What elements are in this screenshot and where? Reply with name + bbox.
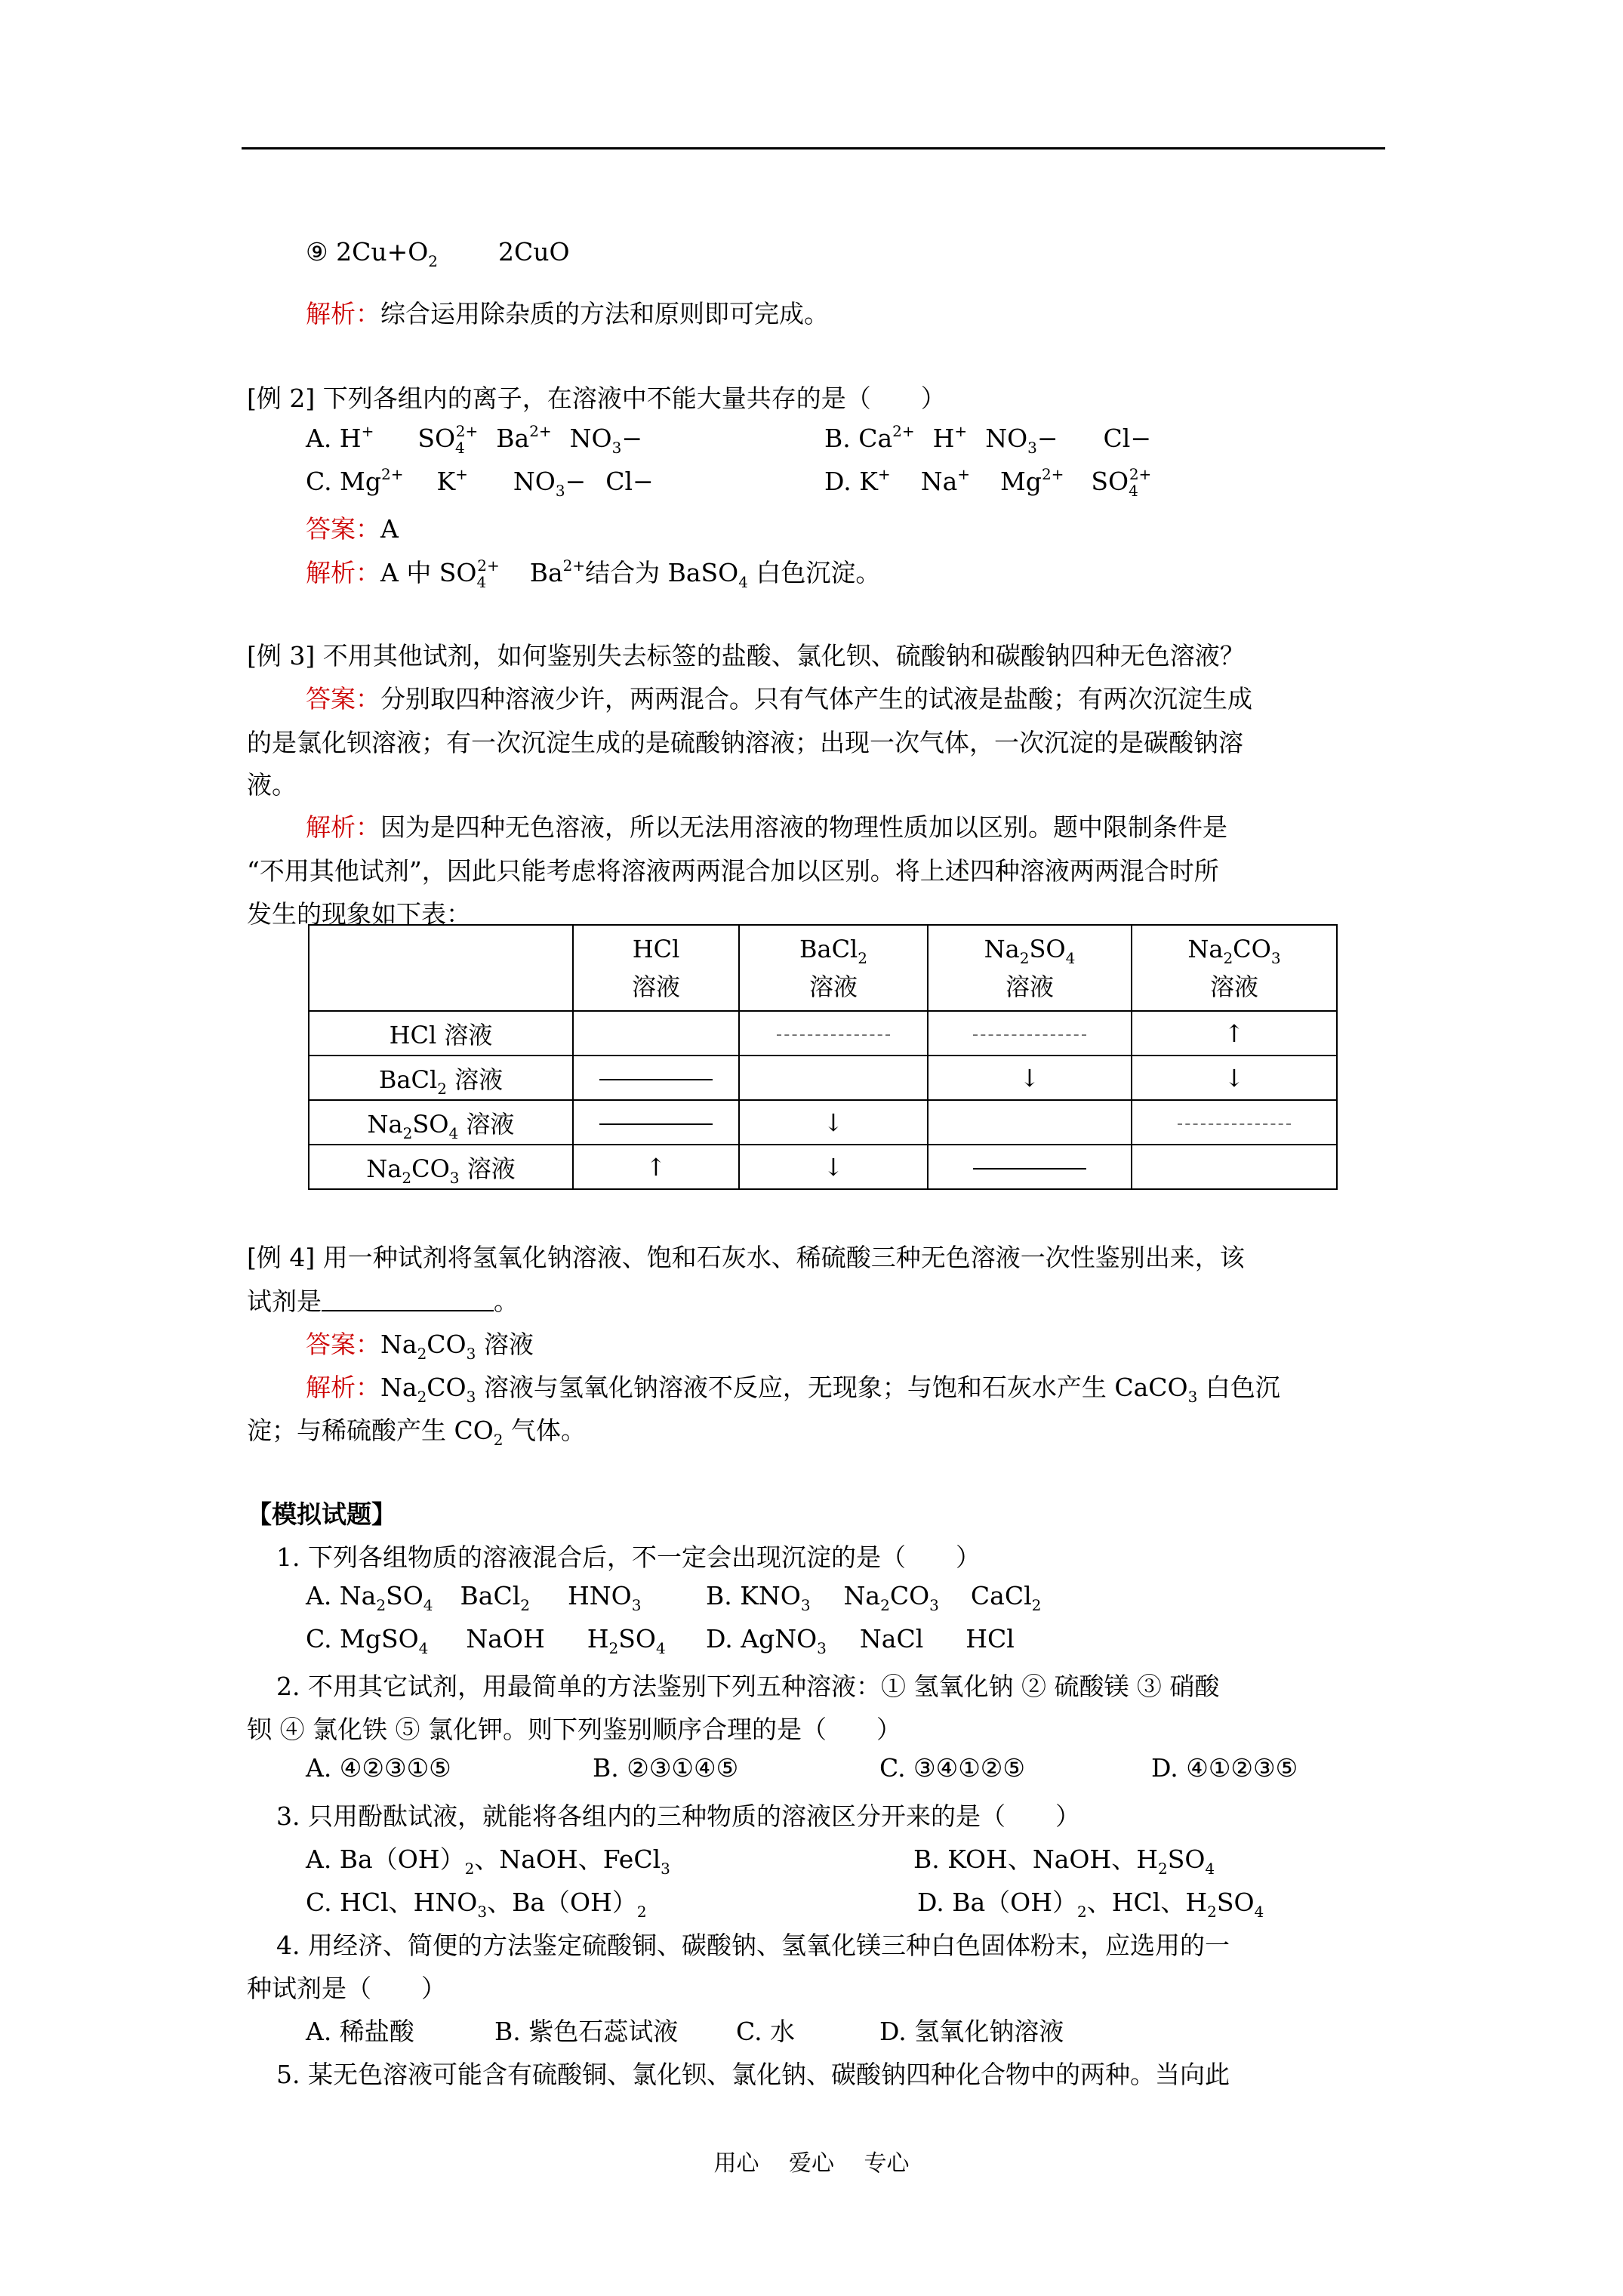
cell — [739, 1056, 928, 1100]
cell: ↓ — [739, 1145, 928, 1189]
example3-answer-line3: 液。 — [247, 770, 297, 800]
table-row — [309, 1056, 1337, 1100]
cell: ↓ — [1132, 1056, 1337, 1100]
table-corner-cell — [309, 925, 573, 1011]
example4-question-line1: [例 4] 用一种试剂将氢氧化钠溶液、饱和石灰水、稀硫酸三种无色溶液一次性鉴别出来，该 — [247, 1243, 1245, 1272]
sim-q5: 5. 某无色溶液可能含有硫酸铜、氯化钡、氯化钠、碳酸钠四种化合物中的两种。当向此 — [276, 2060, 1230, 2089]
table-header-row — [309, 925, 1337, 1011]
example2-analysis: 解析：A 中 $SO_4^{2+}$ $Ba^{2+}$结合为 BaSO$_4$ 白色沉淀。 — [306, 556, 881, 591]
sim-q1-option-d: D. AgNO$_3$ NaCl HCl — [706, 1624, 1015, 1657]
header-na2so4: $Na_2SO_4$ 溶液 — [928, 925, 1132, 1011]
sim-q2-line1: 2. 不用其它试剂，用最简单的方法鉴别下列五种溶液：① 氢氧化钠 ② 硫酸镁 ③ 硝酸 — [276, 1672, 1220, 1701]
sim-q4-option-a: A. 稀盐酸 — [306, 2017, 414, 2046]
sim-q2-option-c: C. ③④①②⑤ — [879, 1753, 1025, 1783]
example4-analysis-line1: 解析：$Na_2CO_3$ 溶液与氢氧化钠溶液不反应，无现象；与饱和石灰水产生 CaCO$_3$ 白色沉 — [306, 1373, 1280, 1406]
cell: ↑ — [1132, 1011, 1337, 1056]
cell: ↑ — [573, 1145, 739, 1189]
example2-question: [例 2] 下列各组内的离子，在溶液中不能大量共存的是（ ） — [247, 384, 946, 413]
analysis-line: 解析：综合运用除杂质的方法和原则即可完成。 — [306, 299, 829, 328]
example2-option-d: D. K+ Na+ $Mg^{2+}$ $SO_4^{2+}$ — [824, 465, 1152, 500]
example3-analysis-line1: 解析：因为是四种无色溶液，所以无法用溶液的物理性质加以区别。题中限制条件是 — [306, 812, 1227, 842]
row-label-na2co3: $Na_2CO_3$ 溶液 — [309, 1145, 573, 1189]
sim-q4-line2: 种试剂是（ ） — [247, 1974, 446, 2003]
sim-q3-option-d: D. $Ba(OH)_2$、HCl、$H_2SO_4$ — [917, 1888, 1264, 1921]
header-na2co3: $Na_2CO_3$ 溶液 — [1132, 925, 1337, 1011]
sim-q2-line2: 钡 ④ 氯化铁 ⑤ 氯化钾。则下列鉴别顺序合理的是（ ） — [247, 1715, 901, 1744]
sim-q3-option-b: B. KOH、NaOH、$H_2SO_4$ — [913, 1845, 1215, 1878]
table-row — [309, 1145, 1337, 1189]
section-title: 【模拟试题】 — [247, 1499, 396, 1529]
example4-question-line2: 试剂是 。 — [247, 1287, 519, 1316]
page-footer: 用心 爱心 专心 — [713, 2150, 910, 2177]
sim-q3: 3. 只用酚酞试液，就能将各组内的三种物质的溶液区分开来的是（ ） — [276, 1801, 1080, 1831]
sim-q3-option-a: A. $Ba(OH)_2$、NaOH、FeCl$_3$ — [306, 1845, 670, 1878]
cell: ↓ — [739, 1100, 928, 1145]
cell — [573, 1100, 739, 1145]
cell — [573, 1056, 739, 1100]
table-row — [309, 1100, 1337, 1145]
example2-answer: 答案：A — [306, 514, 399, 544]
sim-q2-option-b: B. ②③①④⑤ — [593, 1753, 739, 1783]
sim-q4-line1: 4. 用经济、简便的方法鉴定硫酸铜、碳酸钠、氢氧化镁三种白色固体粉末，应选用的一 — [276, 1931, 1230, 1960]
example4-analysis-line2: 淀；与稀硫酸产生 $CO_2$ 气体。 — [247, 1416, 587, 1449]
cell — [1132, 1100, 1337, 1145]
row-label-na2so4: $Na_2SO_4$ 溶液 — [309, 1100, 573, 1145]
sim-q1-option-a: A. $Na_2SO_4$ BaCl$_2$ $HNO_3$ — [306, 1581, 642, 1614]
cell — [928, 1011, 1132, 1056]
table-row — [309, 1011, 1337, 1056]
cell — [573, 1011, 739, 1056]
row-label-hcl: HCl 溶液 — [309, 1011, 573, 1056]
row-label-bacl2: BaCl$_2$ 溶液 — [309, 1056, 573, 1100]
example3-analysis-line2: “不用其他试剂”，因此只能考虑将溶液两两混合加以区别。将上述四种溶液两两混合时所 — [247, 856, 1219, 886]
reaction-table — [308, 924, 1338, 1190]
sim-q1-option-b: B. $KNO_3$ $Na_2CO_3$ CaCl$_2$ — [706, 1581, 1042, 1614]
sim-q4-option-d: D. 氢氧化钠溶液 — [879, 2017, 1064, 2046]
header-hcl: HCl 溶液 — [573, 925, 739, 1011]
example3-answer-line2: 的是氯化钡溶液；有一次沉淀生成的是硫酸钠溶液；出现一次气体，一次沉淀的是碳酸钠溶 — [247, 728, 1243, 757]
sim-q4-option-b: B. 紫色石蕊试液 — [494, 2017, 679, 2046]
example2-option-c: C. $Mg^{2+}$ K+ $NO_3- Cl-$ — [306, 465, 654, 500]
sim-q4-option-c: C. 水 — [736, 2017, 796, 2046]
cell — [928, 1100, 1132, 1145]
cell — [928, 1145, 1132, 1189]
header-rule — [242, 147, 1385, 149]
equation-line: ⑨ $2Cu+O_2$ 2CuO — [306, 237, 570, 270]
example3-answer-line1: 答案：分别取四种溶液少许，两两混合。只有气体产生的试液是盐酸；有两次沉淀生成 — [306, 684, 1252, 713]
sim-q1: 1. 下列各组物质的溶液混合后，不一定会出现沉淀的是（ ） — [276, 1542, 981, 1572]
sim-q2-option-a: A. ④②③①⑤ — [306, 1753, 451, 1783]
example2-option-a: A. H+ $SO_4^{2+}$ $Ba^{2+}$ $NO_3-$ — [306, 422, 642, 457]
cell — [739, 1011, 928, 1056]
answer-blank — [322, 1309, 494, 1311]
example4-answer: 答案：$Na_2CO_3$ 溶液 — [306, 1330, 534, 1363]
cell: ↓ — [928, 1056, 1132, 1100]
example3-analysis-line3: 发生的现象如下表： — [247, 899, 471, 929]
sim-q1-option-c: C. MgSO$_4$ NaOH $H_2SO_4$ — [306, 1624, 666, 1657]
sim-q2-option-d: D. ④①②③⑤ — [1151, 1753, 1298, 1783]
cell — [1132, 1145, 1337, 1189]
example3-question: [例 3] 不用其他试剂，如何鉴别失去标签的盐酸、氯化钡、硫酸钠和碳酸钠四种无色溶液？ — [247, 641, 1245, 670]
header-bacl2: BaCl$_2$ 溶液 — [739, 925, 928, 1011]
sim-q3-option-c: C. HCl、$HNO_3$、$Ba(OH)_2$ — [306, 1888, 647, 1921]
example2-option-b: B. $Ca^{2+}$ H+ $NO_3- Cl-$ — [824, 422, 1151, 457]
